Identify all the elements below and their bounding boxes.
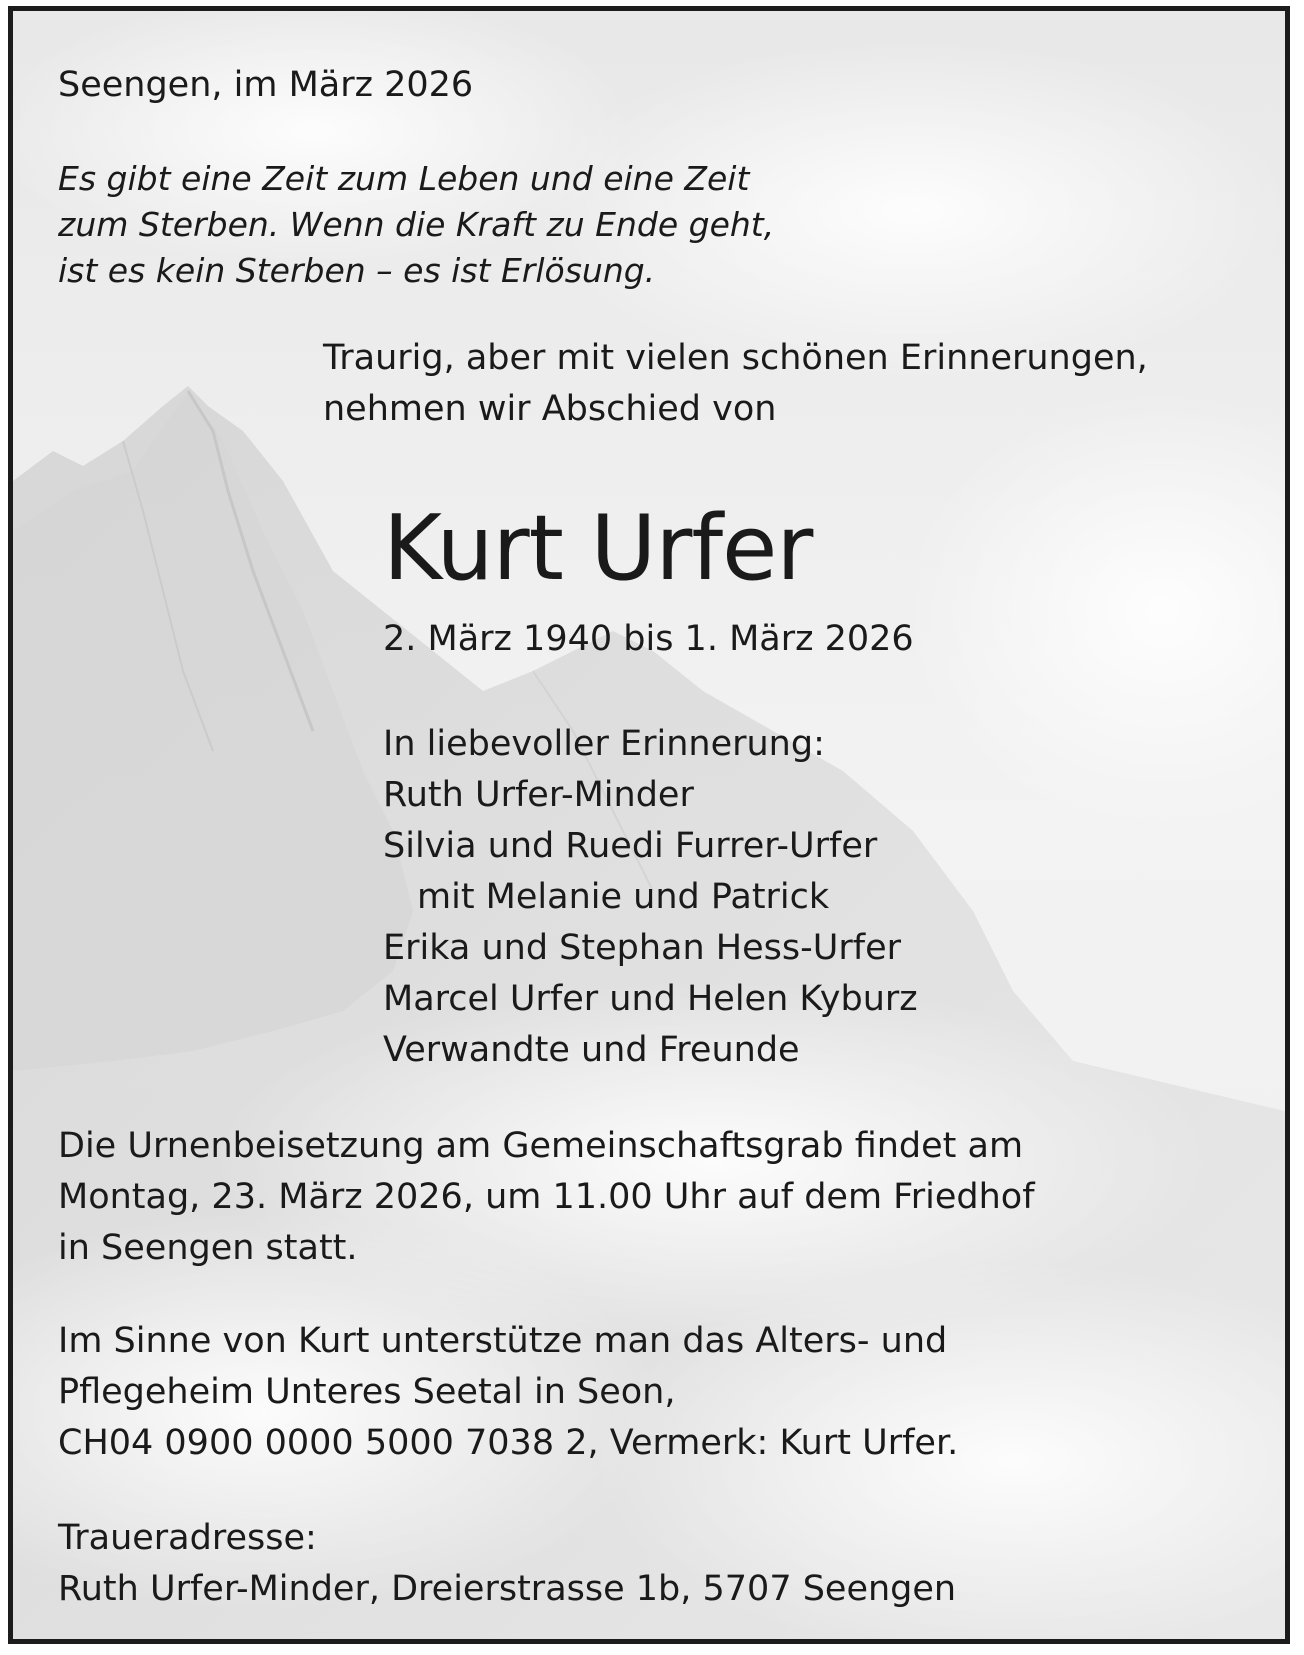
life-dates: 2. März 1940 bis 1. März 2026 xyxy=(383,619,914,659)
intro-text xyxy=(323,333,1148,435)
address-label: Traueradresse: xyxy=(58,1518,317,1558)
mourners-heading: In liebevoller Erinnerung: xyxy=(383,724,825,764)
quote-line: Es gibt eine Zeit zum Leben und eine Zeit xyxy=(58,159,750,198)
burial-line: in Seengen statt. xyxy=(58,1228,358,1268)
mourner-line: Silvia und Ruedi Furrer-Urfer xyxy=(383,826,878,866)
mourner-line: Marcel Urfer und Helen Kyburz xyxy=(383,979,918,1019)
mourner-line: Ruth Urfer-Minder xyxy=(383,775,694,815)
mourner-line: Erika und Stephan Hess-Urfer xyxy=(383,928,901,968)
donation-notice xyxy=(58,1316,958,1469)
intro-line: Traurig, aber mit vielen schönen Erinnerungen, xyxy=(323,338,1148,378)
mourning-address xyxy=(58,1513,956,1615)
donation-line: CH04 0900 0000 5000 7038 2, Vermerk: Kurt Urfer. xyxy=(58,1423,959,1463)
burial-line: Die Urnenbeisetzung am Gemeinschaftsgrab findet am xyxy=(58,1126,1024,1166)
mourner-line: Verwandte und Freunde xyxy=(383,1030,800,1070)
quote xyxy=(58,156,774,294)
quote-line: zum Sterben. Wenn die Kraft zu Ende geht, xyxy=(58,205,775,244)
place-date: Seengen, im März 2026 xyxy=(58,65,474,105)
obituary-frame xyxy=(8,6,1290,1644)
address-value: Ruth Urfer-Minder, Dreierstrasse 1b, 5707 Seengen xyxy=(58,1569,957,1609)
quote-line: ist es kein Sterben – es ist Erlösung. xyxy=(58,251,656,290)
burial-line: Montag, 23. März 2026, um 11.00 Uhr auf dem Friedhof xyxy=(58,1177,1035,1217)
deceased-name: Kurt Urfer xyxy=(383,496,813,601)
burial-notice xyxy=(58,1121,1035,1274)
donation-line: Im Sinne von Kurt unterstütze man das Alters- und xyxy=(58,1321,948,1361)
mourners-list xyxy=(383,719,918,1076)
intro-line: nehmen wir Abschied von xyxy=(323,389,777,429)
mourner-line: mit Melanie und Patrick xyxy=(417,877,830,917)
donation-line: Pflegeheim Unteres Seetal in Seon, xyxy=(58,1372,676,1412)
